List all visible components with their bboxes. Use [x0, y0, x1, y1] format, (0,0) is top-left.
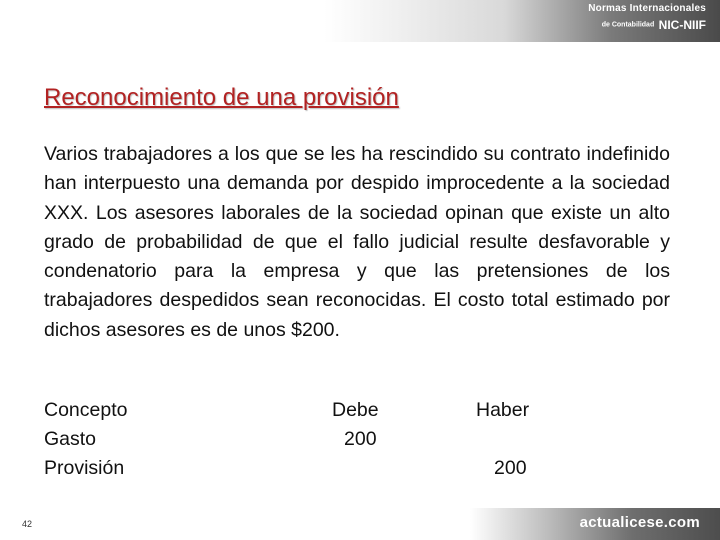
row-concept: Gasto — [44, 428, 97, 450]
footer-logo: actualicese.com — [579, 514, 700, 531]
header-concept: Concepto — [44, 399, 128, 421]
page-number: 42 — [22, 519, 33, 529]
slide-title: Reconocimiento de una provisión — [44, 84, 399, 111]
brand-line-2b: NIC-NIIF — [658, 17, 706, 32]
brand-logo — [588, 4, 706, 33]
brand-line-1: Normas Internacionales — [588, 3, 706, 14]
row-credit: 200 — [494, 457, 527, 479]
header-debit: Debe — [332, 399, 379, 421]
brand-line-2 — [588, 17, 706, 33]
brand-line-2a: de Contabilidad — [601, 21, 655, 29]
header-credit: Haber — [476, 399, 530, 421]
row-concept: Provisión — [44, 457, 125, 479]
slide-body-text: Varios trabajadores a los que se les ha rescindido su contrato indefinido han interpuesto una demanda por despido improcedente a la sociedad XXX. Los asesores laborales de la sociedad opinan que existe un alto grado de probabilidad de que el fallo judicial resulte desfavorable y condenatorio para la empresa y que las pretensiones de los trabajadores despedidos sean reconocidas. El costo total estimado por dichos asesores es de unos $200. — [44, 143, 670, 341]
row-debit: 200 — [344, 428, 377, 450]
